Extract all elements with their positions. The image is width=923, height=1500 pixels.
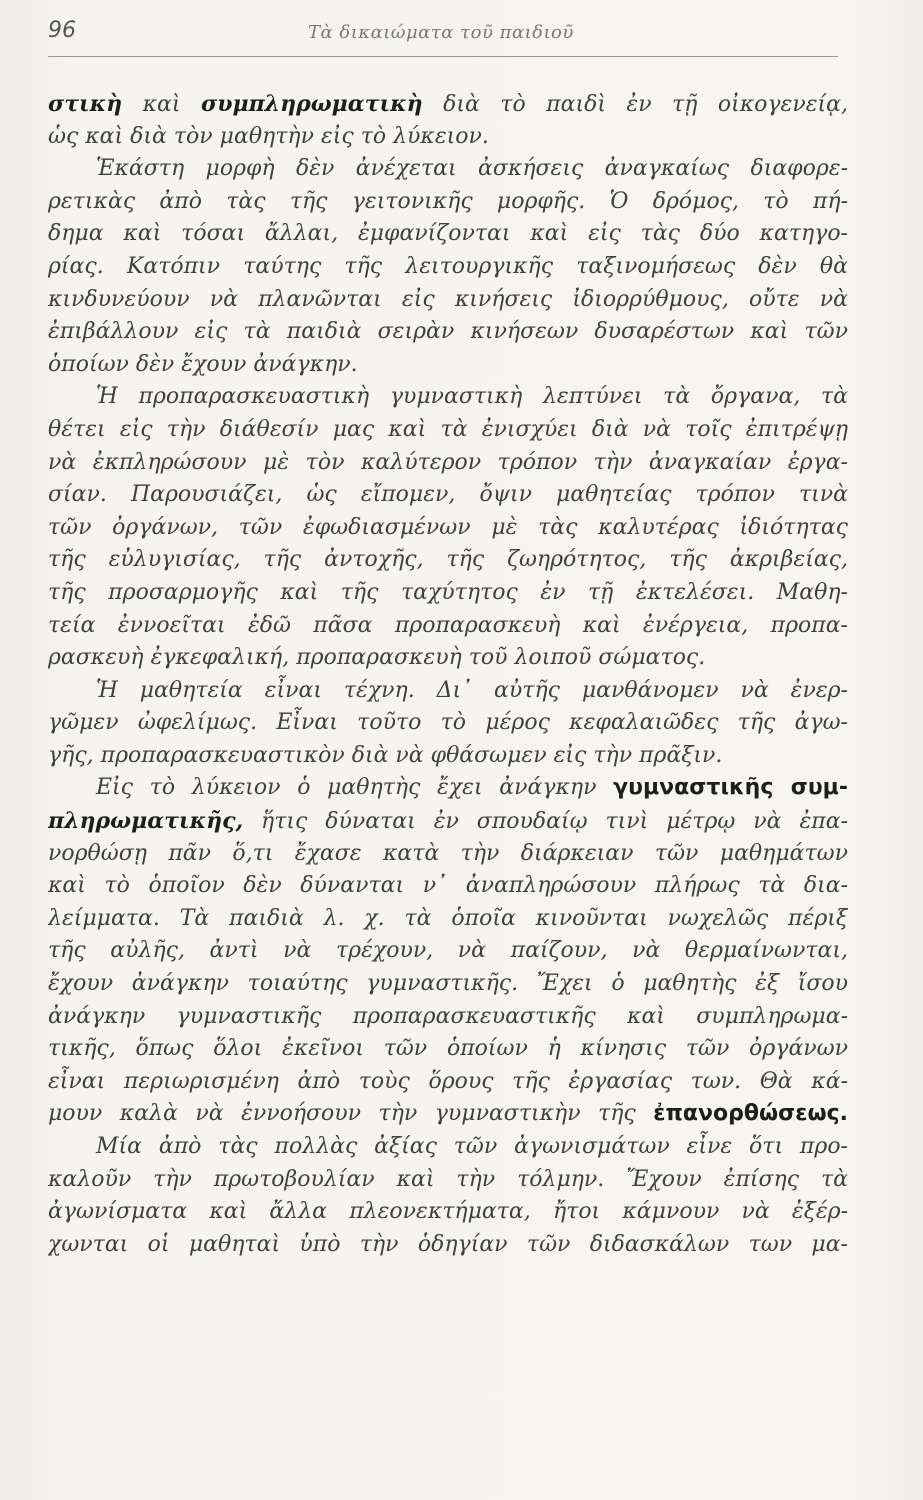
line-text: γῶμεν ὠφελίμως. Εἶναι τοῦτο τὸ μέρος κεφαλαιῶδες τῆς ἀγω- [48, 710, 848, 736]
text-line [48, 707, 848, 740]
bold-term: συμπληρωματικὴ [200, 91, 423, 117]
text-line [48, 675, 848, 708]
text-line [48, 1164, 848, 1197]
line-text: Ἑκάστη μορφὴ δὲν ἀνέχεται ἀσκήσεις ἀναγκαίως διαφορε- [96, 156, 848, 182]
line-text: καλοῦν τὴν πρωτοβουλίαν καὶ τὴν τόλμην. Ἔχουν ἐπίσης τὰ [48, 1166, 848, 1192]
line-text: κινδυνεύουν νὰ πλανῶνται εἰς κινήσεις ἰδιορρύθμους, οὔτε νὰ [48, 286, 848, 312]
text-line [48, 1131, 848, 1164]
text-line [48, 251, 848, 284]
line-text: Ἡ προπαρασκευαστικὴ γυμναστικὴ λεπτύνει τὰ ὄργανα, τὰ [96, 384, 848, 410]
text-line [48, 935, 848, 968]
text-line [48, 903, 848, 936]
line-text: δημα καὶ τόσαι ἄλλαι, ἐμφανίζονται καὶ εἰς τὰς δύο κατηγο- [48, 221, 848, 247]
text-line [48, 284, 848, 317]
line-text: γῆς, προπαρασκευαστικὸν διὰ νὰ φθάσωμεν εἰς τὴν πρᾶξιν. [48, 742, 723, 768]
text-line [48, 968, 848, 1001]
page-number: 96 [48, 18, 76, 43]
line-text: ρίας. Κατόπιν ταύτης τῆς λειτουργικῆς ταξινομήσεως δὲν θὰ [48, 253, 848, 279]
line-text: ἥτις δύναται ἐν σπουδαίῳ τινὶ μέτρῳ νὰ ἐπα- [243, 809, 848, 835]
page-header [48, 18, 838, 58]
text-line [48, 1229, 848, 1262]
body-text [48, 88, 848, 1261]
line-text: Εἰς τὸ λύκειον ὁ μαθητὴς ἔχει ἀνάγκην [96, 775, 614, 801]
line-text: σίαν. Παρουσιάζει, ὡς εἴπομεν, ὄψιν μαθητείας τρόπον τινὰ [48, 482, 848, 508]
line-text: νὰ ἐκπληρώσουν μὲ τὸν καλύτερον τρόπον τὴν ἀναγκαίαν ἐργα- [48, 449, 848, 475]
line-text: Μία ἀπὸ τὰς πολλὰς ἀξίας τῶν ἀγωνισμάτων εἶνε ὅτι προ- [96, 1134, 848, 1159]
line-text: τῶν ὀργάνων, τῶν ἐφωδιασμένων μὲ τὰς καλυτέρας ἰδιότητας [48, 514, 848, 540]
line-text: τῆς εὐλυγισίας, τῆς ἀντοχῆς, τῆς ζωηρότητος, τῆς ἀκριβείας, [48, 547, 848, 573]
text-line [48, 1196, 848, 1229]
text-line [48, 577, 848, 610]
line-text: ρασκευὴ ἐγκεφαλική, προπαρασκευὴ τοῦ λοιποῦ σώματος. [48, 645, 706, 671]
line-text: ὡς καὶ διὰ τὸν μαθητὴν εἰς τὸ λύκειον. [48, 123, 489, 149]
text-line [48, 1001, 848, 1034]
line-text: ἐπιβάλλουν εἰς τὰ παιδιὰ σειρὰν κινήσεων δυσαρέστων καὶ τῶν [48, 319, 848, 345]
text-line [48, 740, 848, 773]
line-text: ἀγωνίσματα καὶ ἄλλα πλεονεκτήματα, ἤτοι κάμνουν νὰ ἐξέρ- [48, 1199, 848, 1225]
header-rule [48, 56, 838, 57]
running-head: Τὰ δικαιώματα τοῦ παιδιοῦ [308, 22, 574, 43]
text-line [48, 512, 848, 545]
line-text: ἔχουν ἀνάγκην τοιαύτης γυμναστικῆς. Ἔχει ὁ μαθητὴς ἐξ ἴσου [48, 971, 848, 997]
line-text: τεία ἐννοεῖται ἐδῶ πᾶσα προπαρασκευὴ καὶ ἐνέργεια, προπα- [48, 612, 848, 638]
line-text: θέτει εἰς τὴν διάθεσίν μας καὶ τὰ ἐνισχύει διὰ νὰ τοῖς ἐπιτρέψῃ [48, 416, 848, 442]
line-text: εἶναι περιωρισμένη ἀπὸ τοὺς ὅρους τῆς ἐργασίας των. Θὰ κά- [48, 1068, 848, 1094]
line-text: λείμματα. Τὰ παιδιὰ λ. χ. τὰ ὁποῖα κινοῦνται νωχελῶς πέριξ [48, 905, 848, 931]
text-line [48, 381, 848, 414]
text-line [48, 1033, 848, 1066]
line-text: Ἡ μαθητεία εἶναι τέχνη. Δι᾽ αὐτῆς μανθάνομεν νὰ ἐνερ- [96, 677, 848, 703]
text-line [48, 610, 848, 643]
line-text: τικῆς, ὅπως ὅλοι ἐκεῖνοι τῶν ὁποίων ἡ κίνησις τῶν ὀργάνων [48, 1036, 848, 1062]
line-text: μουν καλὰ νὰ ἐννοήσουν τὴν γυμναστικὴν τῆς [48, 1101, 654, 1127]
text-line [48, 772, 848, 805]
text-line [48, 1066, 848, 1099]
line-text: χωνται οἱ μαθηταὶ ὑπὸ τὴν ὁδηγίαν τῶν διδασκάλων των μα- [48, 1231, 848, 1257]
text-line [48, 870, 848, 903]
line-text: καὶ [122, 92, 201, 117]
text-line [48, 349, 848, 382]
text-line [48, 805, 848, 838]
bold-term: γυμναστικῆς συμ- [613, 775, 848, 801]
line-text: διὰ τὸ παιδὶ ἐν τῇ οἰκογενείᾳ, [422, 92, 848, 117]
bold-term: πληρωματικῆς, [48, 808, 244, 835]
text-line [48, 88, 848, 121]
line-text: τῆς αὐλῆς, ἀντὶ νὰ τρέχουν, νὰ παίζουν, νὰ θερμαίνωνται, [48, 938, 848, 964]
text-line [48, 186, 848, 219]
text-line [48, 544, 848, 577]
text-line [48, 414, 848, 447]
line-text: τῆς προσαρμογῆς καὶ τῆς ταχύτητος ἐν τῇ ἐκτελέσει. Μαθη- [48, 579, 848, 605]
text-line [48, 316, 848, 349]
line-text: νορθώσῃ πᾶν ὅ,τι ἔχασε κατὰ τὴν διάρκειαν τῶν μαθημάτων [48, 840, 848, 866]
line-text: ρετικὰς ἀπὸ τὰς τῆς γειτονικῆς μορφῆς. Ὁ δρόμος, τὸ πή- [48, 188, 848, 214]
text-line [48, 838, 848, 871]
line-text: ὁποίων δὲν ἔχουν ἀνάγκην. [48, 351, 358, 377]
text-line [48, 479, 848, 512]
line-text: ἀνάγκην γυμναστικῆς προπαρασκευαστικῆς καὶ συμπληρωμα- [48, 1003, 848, 1029]
text-line [48, 121, 848, 154]
bold-term: ἐπανορθώσεως. [653, 1101, 848, 1127]
text-line [48, 447, 848, 480]
bold-term: στικὴ [48, 91, 123, 117]
text-line [48, 218, 848, 251]
line-text: καὶ τὸ ὁποῖον δὲν δύνανται ν᾽ ἀναπληρώσουν πλήρως τὰ δια- [48, 873, 848, 899]
text-line [48, 153, 848, 186]
text-line [48, 642, 848, 675]
text-line [48, 1098, 848, 1131]
